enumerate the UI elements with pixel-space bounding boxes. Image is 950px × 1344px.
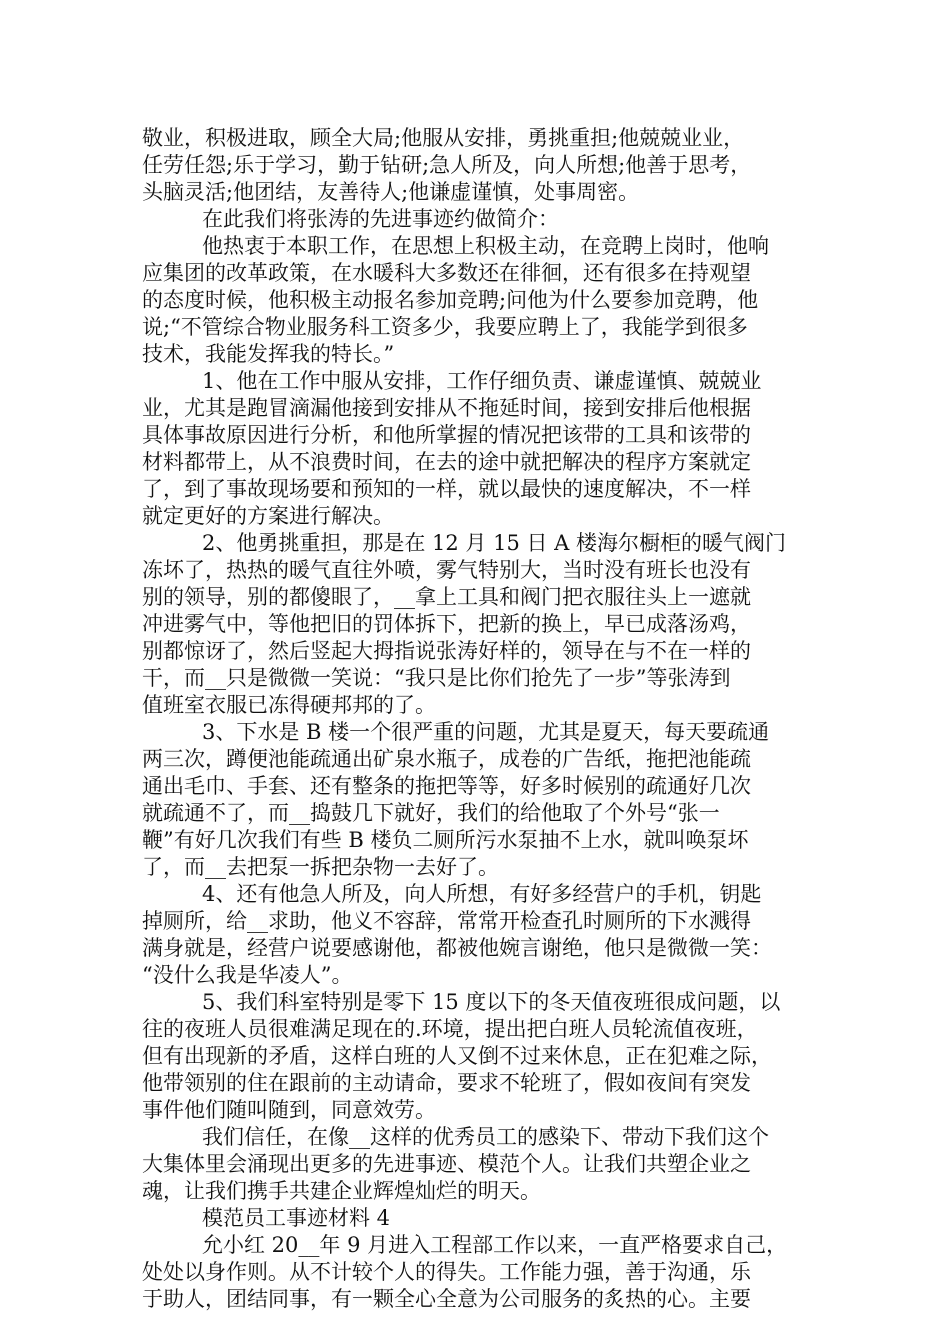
paragraph xyxy=(142,368,810,530)
text-line: “没什么我是华凌人”。 xyxy=(142,963,353,987)
paragraph xyxy=(142,1124,810,1205)
text-line: 应集团的改革政策，在水暖科大多数还在徘徊，还有很多在持观望 xyxy=(142,261,751,285)
text-line: 任劳任怨;乐于学习，勤于钻研;急人所及，向人所想;他善于思考， xyxy=(142,153,752,177)
text-line: 满身就是，经营户说要感谢他，都被他婉言谢绝，他只是微微一笑： xyxy=(142,936,772,960)
text-line: 就疏通不了，而__捣鼓几下就好，我们的给他取了个外号“张一 xyxy=(142,801,720,825)
text-line: 冲进雾气中，等他把旧的罚体拆下，把新的换上，早已成落汤鸡， xyxy=(142,612,751,636)
text-line: 掉厕所，给__求助，他义不容辞，常常开检查孔时厕所的下水溅得 xyxy=(142,909,751,933)
text-line: 于助人，团结同事，有一颗全心全意为公司服务的炙热的心。主要 xyxy=(142,1287,751,1311)
paragraph xyxy=(142,1205,810,1232)
text-line: 了，到了事故现场要和预知的一样，就以最快的速度解决，不一样 xyxy=(142,477,751,501)
text-line: 业，尤其是跑冒滴漏他接到安排从不拖延时间，接到安排后他根据 xyxy=(142,396,751,420)
text-line: 通出毛巾、手套、还有整条的拖把等等，好多时候别的疏通好几次 xyxy=(142,774,751,798)
text-line: 1、他在工作中服从安排，工作仔细负责、谦虚谨慎、兢兢业 xyxy=(202,369,762,393)
text-line: 两三次，蹲便池能疏通出矿泉水瓶子，成卷的广告纸，拖把池能疏 xyxy=(142,747,751,771)
text-line: 他带领别的住在跟前的主动请命，要求不轮班了，假如夜间有突发 xyxy=(142,1071,751,1095)
text-line: 魂，让我们携手共建企业辉煌灿烂的明天。 xyxy=(142,1179,541,1203)
text-line: 他热衷于本职工作，在思想上积极主动，在竞聘上岗时，他响 xyxy=(202,234,769,258)
text-line: 材料都带上，从不浪费时间，在去的途中就把解决的程序方案就定 xyxy=(142,450,751,474)
text-line: 干，而__只是微微一笑说：“我只是比你们抢先了一步”等张涛到 xyxy=(142,666,731,690)
text-line: 说;“不管综合物业服务科工资多少，我要应聘上了，我能学到很多 xyxy=(142,315,748,339)
text-line: 技术，我能发挥我的特长。” xyxy=(142,342,395,366)
text-line: 处处以身作则。从不计较个人的得失。工作能力强，善于沟通，乐 xyxy=(142,1260,751,1284)
paragraph xyxy=(142,206,810,233)
text-line: 具体事故原因进行分析，和他所掌握的情况把该带的工具和该带的 xyxy=(142,423,751,447)
text-line: 值班室衣服已冻得硬邦邦的了。 xyxy=(142,693,436,717)
text-line: 5、我们科室特别是零下 15 度以下的冬天值夜班很成问题，以 xyxy=(202,990,781,1014)
text-line: 事件他们随叫随到，同意效劳。 xyxy=(142,1098,436,1122)
text-line: 头脑灵活;他团结，友善待人;他谦虚谨慎，处事周密。 xyxy=(142,180,640,204)
paragraph xyxy=(142,233,810,368)
paragraph xyxy=(142,881,810,989)
text-line: 就定更好的方案进行解决。 xyxy=(142,504,394,528)
paragraph xyxy=(142,125,810,206)
text-line: 冻坏了，热热的暖气直往外喷，雾气特别大，当时没有班长也没有 xyxy=(142,558,751,582)
text-line: 模范员工事迹材料 4 xyxy=(202,1206,391,1230)
paragraph xyxy=(142,719,810,881)
document-body xyxy=(142,125,810,1313)
text-line: 鞭”有好几次我们有些 B 楼负二厕所污水泵抽不上水，就叫唤泵坏 xyxy=(142,828,749,852)
text-line: 在此我们将张涛的先进事迹约做简介： xyxy=(202,207,559,231)
paragraph xyxy=(142,530,810,719)
text-line: 别的领导，别的都傻眼了，__拿上工具和阀门把衣服往头上一遮就 xyxy=(142,585,751,609)
text-line: 敬业，积极进取，顾全大局;他服从安排，勇挑重担;他兢兢业业， xyxy=(142,126,745,150)
text-line: 的态度时候，他积极主动报名参加竞聘;问他为什么要参加竞聘，他 xyxy=(142,288,759,312)
text-line: 4、还有他急人所及，向人所想，有好多经营户的手机，钥匙 xyxy=(202,882,762,906)
text-line: 了，而__去把泵一拆把杂物一去好了。 xyxy=(142,855,499,879)
text-line: 我们信任，在像__这样的优秀员工的感染下、带动下我们这个 xyxy=(202,1125,769,1149)
text-line: 往的夜班人员很难满足现在的.环境，提出把白班人员轮流值夜班， xyxy=(142,1017,758,1041)
text-line: 3、下水是 B 楼一个很严重的问题，尤其是夏天，每天要疏通 xyxy=(202,720,770,744)
paragraph xyxy=(142,989,810,1124)
text-line: 2、他勇挑重担，那是在 12 月 15 日 A 楼海尔橱柜的暖气阀门 xyxy=(202,531,787,555)
text-line: 但有出现新的矛盾，这样白班的人又倒不过来休息，正在犯难之际， xyxy=(142,1044,772,1068)
text-line: 别都惊讶了，然后竖起大拇指说张涛好样的，领导在与不在一样的 xyxy=(142,639,751,663)
text-line: 大集体里会涌现出更多的先进事迹、模范个人。让我们共塑企业之 xyxy=(142,1152,751,1176)
text-line: 允小红 20__年 9 月进入工程部工作以来，一直严格要求自己， xyxy=(202,1233,788,1257)
paragraph xyxy=(142,1232,810,1313)
